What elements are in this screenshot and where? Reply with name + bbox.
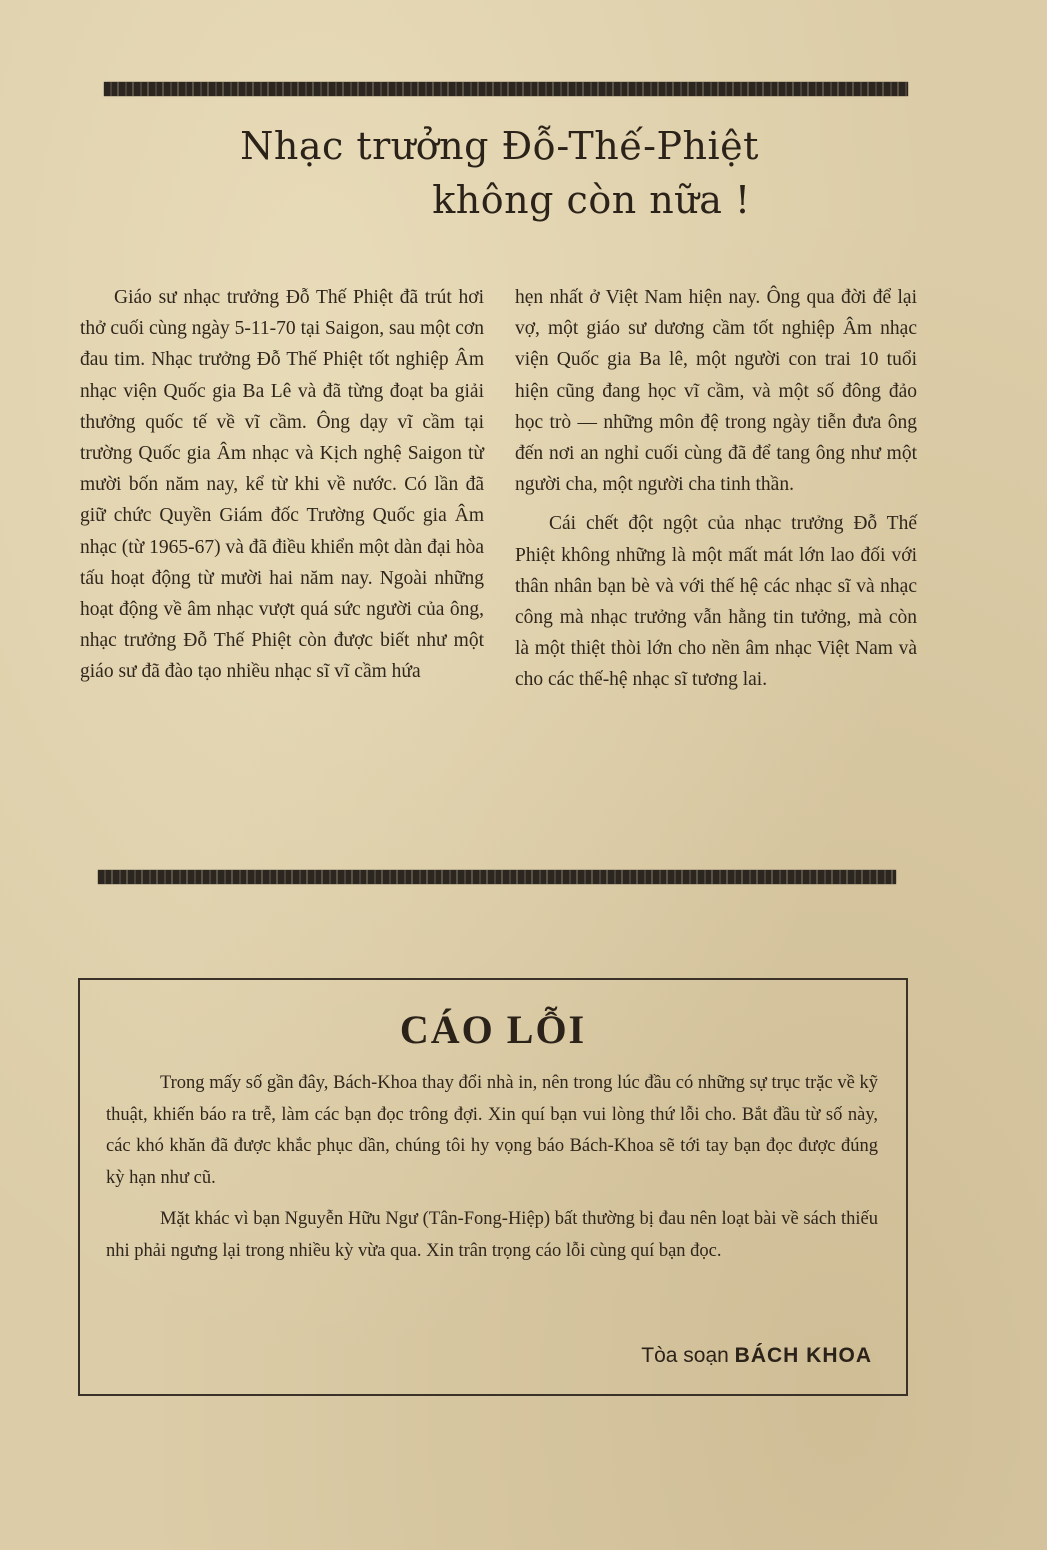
article-paragraph-2: Cái chết đột ngột của nhạc trưởng Đỗ Thế Phiệt không những là một mất mát lớn lao đối với thân nhân bạn bè và với thế hệ các nhạc sĩ và nhạc công mà nhạc trưởng vẫn hằng tin tưởng, mà còn là một thiệt thòi lớn cho nền âm nhạc Việt Nam và cho các thế-hệ nhạc sĩ tương lai. [515, 513, 917, 691]
article-paragraph-1-continued: hẹn nhất ở Việt Nam hiện nay. Ông qua đời để lại vợ, một giáo sư dương cầm tốt nghiệp Âm nhạc viện Quốc gia Ba lê, một người con trai 10 tuổi hiện cũng đang học vĩ cầm, và một số đông đảo học trò — những môn đệ trong ngày tiễn đưa ông đến nơi an nghỉ cuối cùng đã để tang ông như một người cha, một người cha tinh thần. [515, 287, 917, 496]
signature-prefix: Tòa soạn [641, 1344, 729, 1367]
notice-paragraph-1: Trong mấy số gần đây, Bách-Khoa thay đổi nhà in, nên trong lúc đầu có những sự trục trặc về kỹ thuật, khiến báo ra trễ, làm các bạn đọc trông đợi. Xin quí bạn vui lòng thứ lỗi cho. Bắt đầu từ số này, các khó khăn đã được khắc phục dần, chúng tôi hy vọng báo Bách-Khoa sẽ tới tay bạn đọc được đúng kỳ hạn như cũ. [106, 1073, 878, 1188]
notice-heading: CÁO LỖI [399, 1007, 587, 1052]
article-paragraph-1: Giáo sư nhạc trưởng Đỗ Thế Phiệt đã trút hơi thở cuối cùng ngày 5-11-70 tại Saigon, sau một cơn đau tim. Nhạc trưởng Đỗ Thế Phiệt tốt nghiệp Âm nhạc viện Quốc gia Ba Lê và đã từng đoạt ba giải thưởng quốc tế về vĩ cầm. Ông dạy vĩ cầm tại trường Quốc gia Âm nhạc và Kịch nghệ Saigon từ mười bốn năm nay, kể từ khi về nước. Có lần đã giữ chức Quyền Giám đốc Trường Quốc gia Âm nhạc (từ 1965-67) và đã điều khiển một dàn đại hòa tấu hoạt động từ mười hai năm nay. Ngoài những hoạt động về âm nhạc vượt quá sức người của ông, nhạc trưởng Đỗ Thế Phiệt còn được biết như một giáo sư đã đào tạo nhiều nhạc sĩ vĩ cầm hứa [80, 287, 484, 683]
notice-paragraph-2: Mặt khác vì bạn Nguyễn Hữu Ngư (Tân-Fong-Hiệp) bất thường bị đau nên loạt bài về sách thiếu nhi phải ngưng lại trong nhiều kỳ vừa qua. Xin trân trọng cáo lỗi cùng quí bạn đọc. [106, 1209, 878, 1261]
article-left-column [80, 282, 484, 688]
article-right-column [515, 282, 917, 696]
top-decorative-rule [104, 82, 908, 96]
signature-name: BÁCH KHOA [734, 1344, 872, 1367]
article-title-line1: Nhạc trưởng Đỗ-Thế-Phiệt [240, 124, 759, 168]
middle-decorative-rule [98, 870, 896, 884]
notice-signature [641, 1344, 872, 1368]
article-title-line2: không còn nữa ! [432, 178, 751, 222]
apology-notice-box [78, 978, 908, 1396]
notice-body [106, 1068, 878, 1267]
